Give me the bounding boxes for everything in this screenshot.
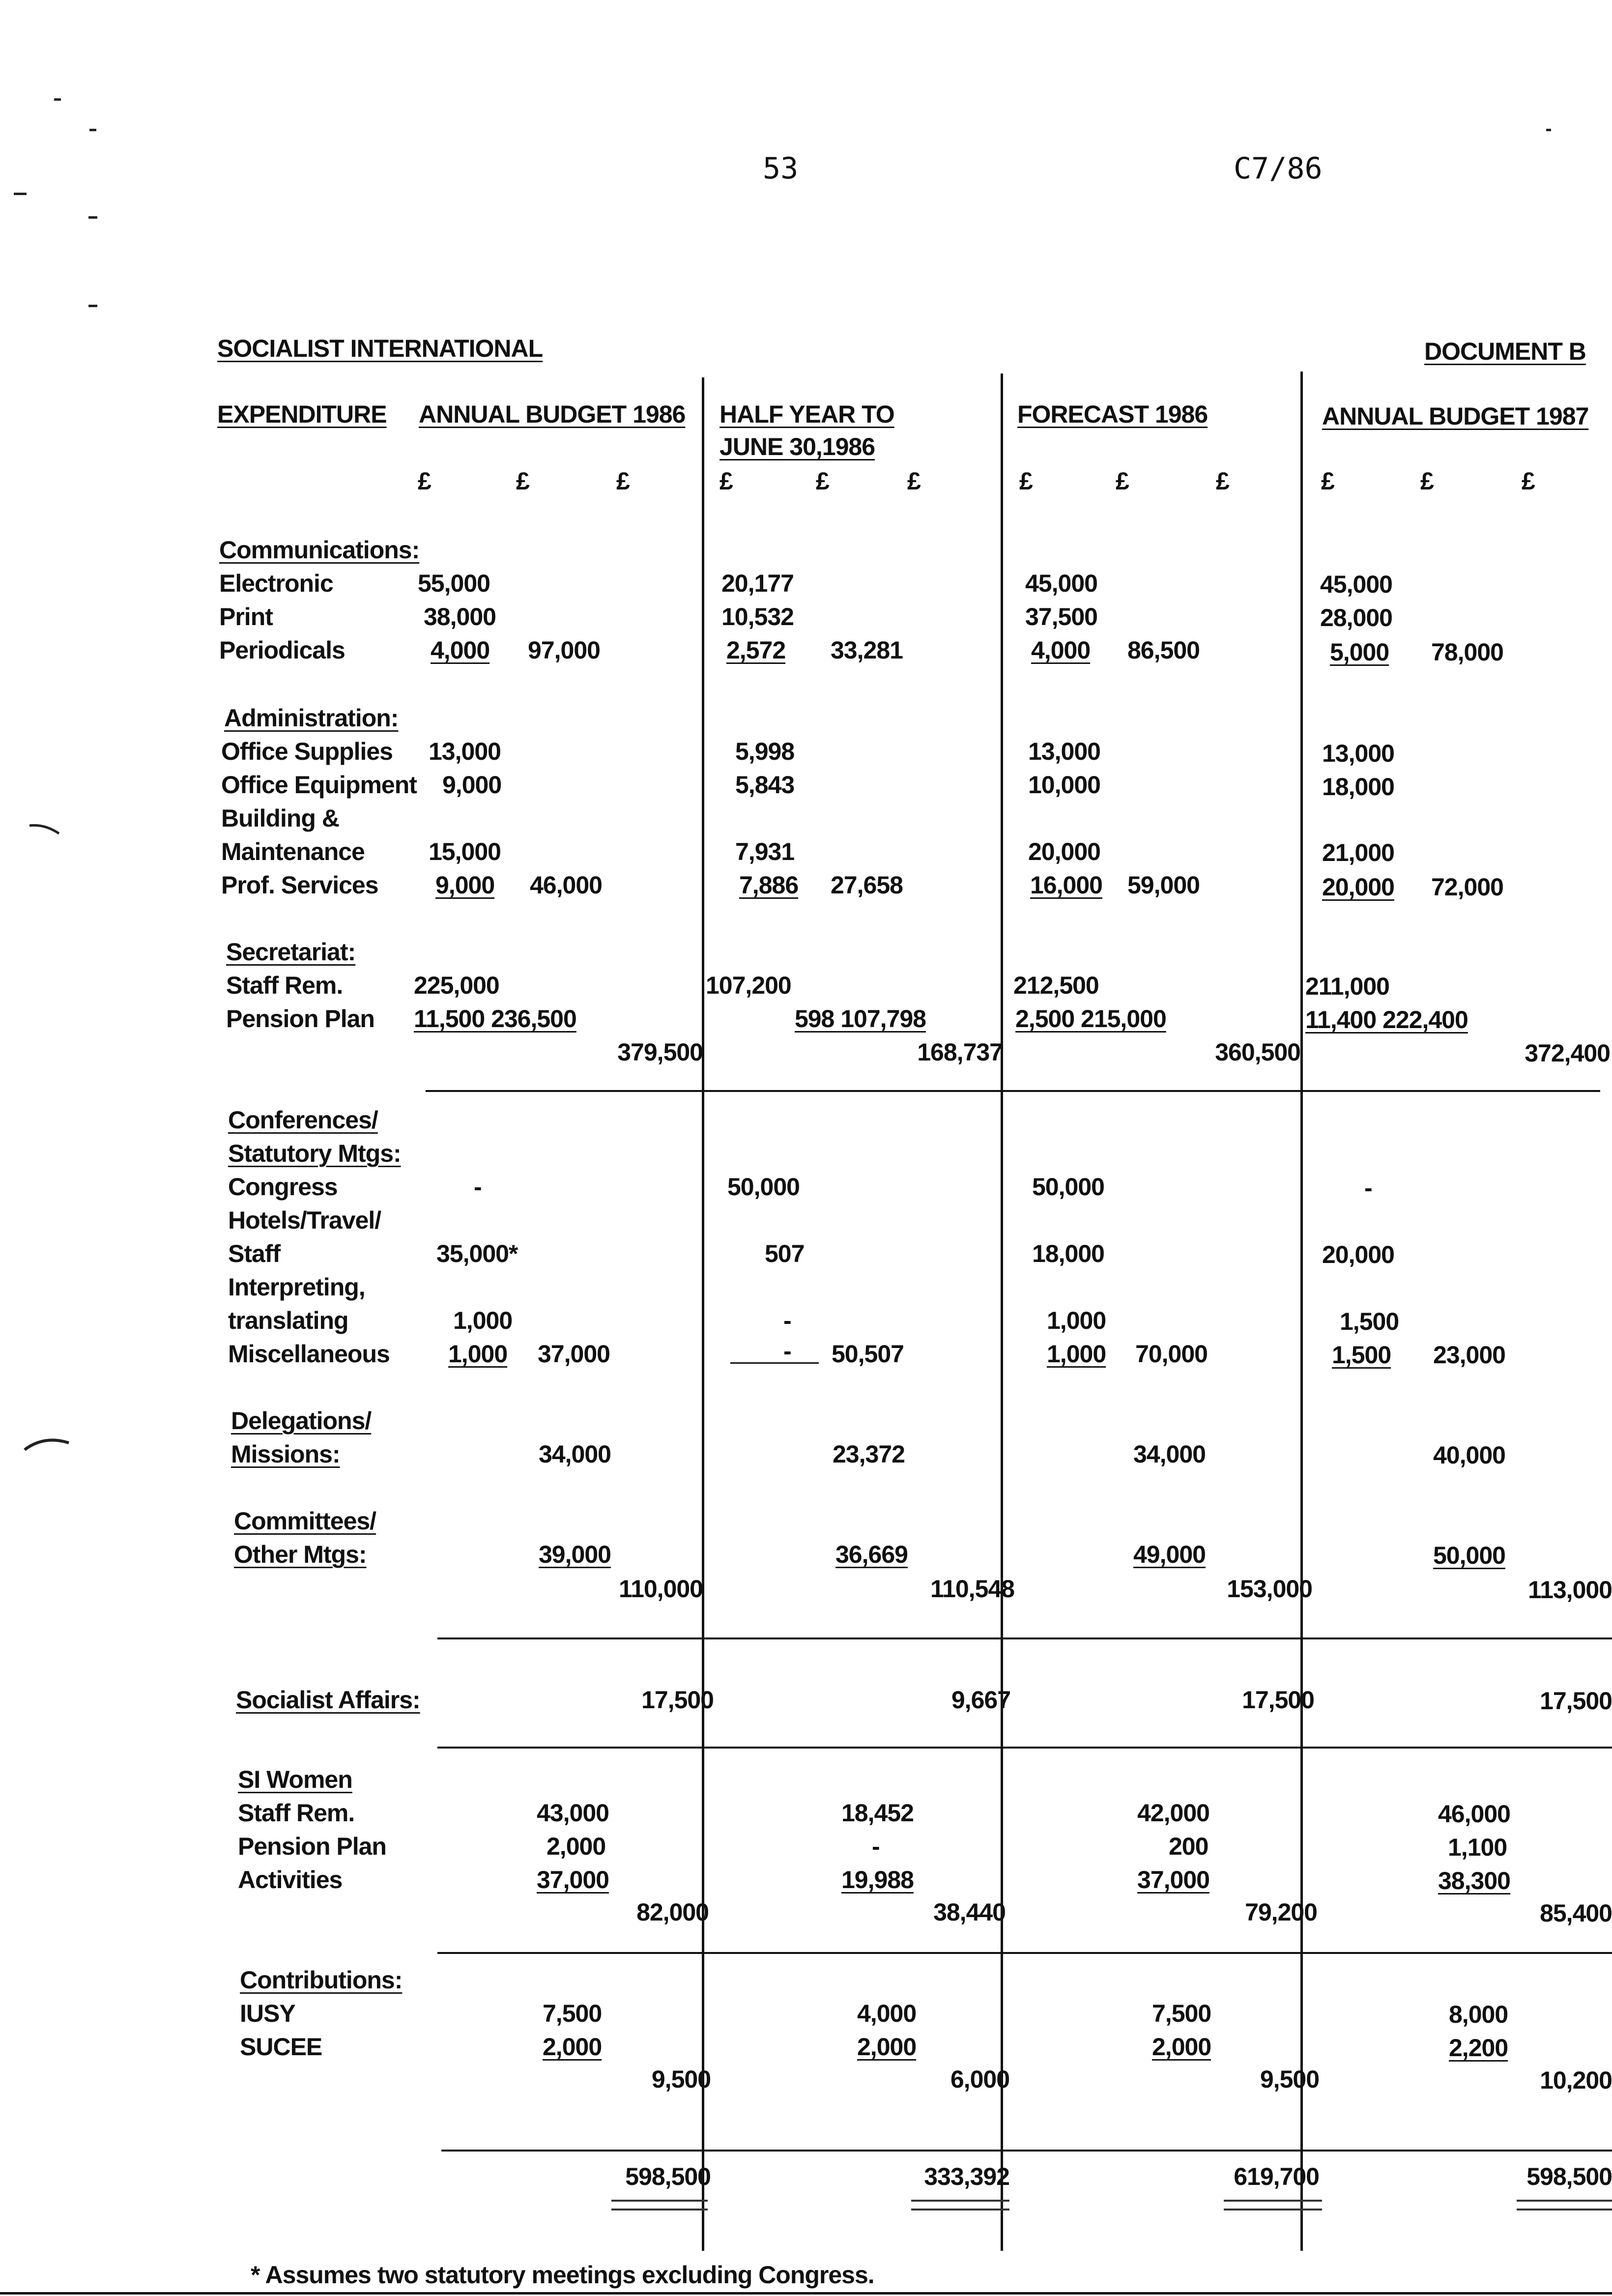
cell-subtotal: 34,000	[539, 1440, 611, 1468]
currency-symbol: £	[1116, 467, 1129, 495]
row-label-miscellaneous: Miscellaneous	[228, 1340, 390, 1368]
cell-value: 1,000	[1047, 1307, 1106, 1334]
cell-value: 5,843	[735, 771, 795, 799]
cell-value: 18,000	[1322, 773, 1394, 801]
cell-value: 35,000*	[436, 1240, 518, 1267]
cell-subtotal: 70,000	[1135, 1340, 1208, 1368]
row-label-socialist-affairs: Socialist Affairs:	[236, 1686, 420, 1714]
section-total: 6,000	[950, 2066, 1009, 2093]
double-underline	[1517, 2200, 1612, 2210]
section-total: 82,000	[636, 1898, 709, 1926]
section-total: 38,440	[933, 1898, 1006, 1926]
cell-value: 598 107,798	[794, 1005, 926, 1033]
section-conferences: Conferences/	[228, 1106, 378, 1134]
cell-value: 7,500	[543, 2000, 602, 2027]
section-total: 10,200	[1540, 2066, 1612, 2094]
cell-value: 1,100	[1448, 1834, 1507, 1861]
section-rule	[437, 1637, 1612, 1639]
cell-value: 10,532	[721, 603, 794, 631]
cell-value: 5,000	[1330, 638, 1389, 666]
cell-subtotal: 39,000	[539, 1541, 611, 1568]
cell-value: 2,200	[1449, 2034, 1508, 2062]
section-total: 9,500	[1260, 2066, 1319, 2093]
cell-value: 225,000	[414, 972, 499, 999]
section-rule	[426, 1090, 1600, 1092]
section-delegations: Delegations/	[231, 1407, 372, 1435]
cell-value: 13,000	[429, 738, 501, 765]
cell-value: 10,000	[1028, 771, 1100, 799]
cell-value: 11,400 222,400	[1305, 1006, 1468, 1033]
cell-value: 46,000	[1438, 1800, 1510, 1828]
row-label-staff-rem: Staff Rem.	[238, 1799, 355, 1827]
cell-value: 4,000	[857, 2000, 917, 2027]
cell-value: 28,000	[1320, 604, 1392, 631]
cell-subtotal: 97,000	[528, 636, 600, 664]
cell-value: 38,300	[1438, 1867, 1510, 1894]
cell-value: 20,000	[1028, 838, 1100, 865]
currency-symbol: £	[816, 467, 829, 495]
section-total: 110,548	[930, 1575, 1014, 1603]
section-total: 153,000	[1227, 1575, 1312, 1603]
section-total: 9,667	[951, 1686, 1010, 1714]
scan-speck	[88, 305, 97, 307]
section-committees: Committees/	[234, 1507, 376, 1535]
cell-value: 42,000	[1137, 1799, 1209, 1827]
cell-value: 1,000	[448, 1340, 508, 1368]
scan-speck	[1546, 129, 1551, 131]
currency-symbol: £	[616, 467, 630, 495]
cell-subtotal: 50,507	[832, 1340, 904, 1368]
cell-subtotal: 59,000	[1127, 871, 1200, 899]
row-label-hotels-travel: Hotels/Travel/	[228, 1206, 381, 1234]
section-total: 85,400	[1540, 1899, 1612, 1927]
cell-value: 50,000	[1032, 1173, 1104, 1201]
currency-symbol: £	[907, 467, 921, 495]
cell-value: 4,000	[1031, 636, 1091, 664]
page-bottom-edge	[0, 2292, 1612, 2295]
header-half-year-line2: JUNE 30,1986	[720, 433, 875, 460]
grand-total: 598,500	[625, 2163, 711, 2190]
org-name: SOCIALIST INTERNATIONAL	[217, 335, 543, 362]
section-rule	[437, 1952, 1612, 1954]
page-number: 53	[763, 151, 799, 186]
row-label-iusy: IUSY	[240, 2000, 295, 2027]
cell-value: 2,000	[543, 2033, 602, 2061]
cell-value: 9,000	[435, 871, 495, 899]
section-si-women: SI Women	[238, 1766, 352, 1793]
cell-value: 212,500	[1013, 972, 1099, 999]
row-label-periodicals: Periodicals	[219, 636, 345, 664]
section-rule	[437, 1747, 1612, 1749]
cell-value: 7,931	[735, 838, 795, 865]
cell-subtotal: 36,669	[835, 1541, 908, 1568]
scan-speck	[89, 129, 96, 131]
section-other-meetings: Other Mtgs:	[234, 1541, 367, 1568]
cell-value: 37,000	[1137, 1866, 1209, 1894]
cell-value: 1,500	[1340, 1308, 1399, 1335]
currency-symbol: £	[1321, 467, 1334, 495]
cell-subtotal: 86,500	[1127, 636, 1200, 664]
scan-marks	[20, 816, 138, 1504]
section-total: 17,500	[1540, 1687, 1612, 1715]
cell-value: 45,000	[1025, 570, 1097, 597]
row-label-print: Print	[219, 603, 273, 631]
grand-total: 333,392	[924, 2163, 1009, 2190]
row-label-interpreting: Interpreting,	[228, 1273, 365, 1301]
cell-value: 5,998	[735, 738, 795, 765]
header-annual-1986: ANNUAL BUDGET 1986	[419, 401, 686, 428]
row-label-building: Building &	[221, 804, 339, 832]
cell-value: -	[872, 1833, 880, 1860]
currency-symbol: £	[720, 467, 733, 495]
row-label-congress: Congress	[228, 1173, 338, 1201]
double-underline	[911, 2200, 1009, 2210]
cell-value: -	[783, 1307, 791, 1334]
currency-symbol: £	[1216, 467, 1229, 495]
double-underline	[611, 2200, 708, 2210]
row-label-office-equipment: Office Equipment	[221, 771, 417, 799]
currency-symbol: £	[1019, 467, 1033, 495]
scan-speck	[88, 216, 97, 219]
section-total: 17,500	[641, 1686, 714, 1714]
row-label-staff: Staff	[228, 1240, 281, 1267]
cell-subtotal: 23,372	[833, 1440, 905, 1468]
cell-subtotal: 33,281	[831, 636, 903, 664]
cell-value: 1,000	[453, 1307, 513, 1334]
cell-value: 13,000	[1028, 738, 1100, 765]
cell-subtotal: 46,000	[530, 871, 602, 899]
grand-total: 619,700	[1234, 2163, 1319, 2190]
cell-value: 21,000	[1322, 839, 1394, 866]
cell-value: 20,000	[1322, 1241, 1394, 1268]
section-total: 113,000	[1528, 1576, 1612, 1604]
section-total: 17,500	[1242, 1686, 1314, 1714]
cell-value: 18,452	[841, 1799, 914, 1827]
row-label-sucee: SUCEE	[240, 2033, 322, 2061]
cell-value: -	[474, 1173, 482, 1201]
section-total: 379,500	[617, 1038, 703, 1066]
cell-value: 1,500	[1332, 1341, 1391, 1369]
section-total: 9,500	[651, 2066, 711, 2093]
cell-value: 211,000	[1305, 973, 1389, 1000]
cell-subtotal: 40,000	[1433, 1441, 1505, 1469]
cell-value: 55,000	[418, 570, 490, 597]
section-total: 372,400	[1525, 1039, 1610, 1067]
footnote: * Assumes two statutory meetings excluding Congress.	[251, 2261, 874, 2289]
cell-value: 11,500 236,500	[414, 1005, 576, 1033]
cell-value: 2,000	[857, 2033, 917, 2061]
cell-value: 4,000	[431, 636, 490, 664]
cell-value: 20,177	[721, 570, 794, 597]
underline-rule	[730, 1362, 819, 1364]
cell-value: 2,500 215,000	[1015, 1005, 1166, 1033]
section-statutory-meetings: Statutory Mtgs:	[228, 1140, 401, 1167]
row-label-pension-plan: Pension Plan	[226, 1005, 374, 1033]
row-label-staff-rem: Staff Rem.	[226, 972, 343, 999]
scan-speck	[54, 98, 61, 101]
cell-value: 8,000	[1449, 2001, 1508, 2028]
section-secretariat: Secretariat:	[226, 938, 356, 966]
cell-subtotal: 49,000	[1133, 1541, 1206, 1568]
cell-value: 200	[1169, 1833, 1209, 1860]
section-total: 110,000	[619, 1575, 703, 1603]
section-communications: Communications:	[219, 536, 420, 564]
header-forecast-1986: FORECAST 1986	[1017, 401, 1208, 428]
cell-subtotal: 23,000	[1433, 1341, 1505, 1369]
section-total: 360,500	[1215, 1038, 1300, 1066]
cell-value: 20,000	[1322, 873, 1394, 901]
cell-value: 43,000	[537, 1799, 609, 1827]
cell-subtotal: 78,000	[1431, 638, 1503, 666]
section-missions: Missions:	[231, 1440, 340, 1468]
cell-value: 2,000	[547, 1833, 606, 1860]
row-label-activities: Activities	[238, 1866, 343, 1894]
cell-value: 507	[765, 1240, 805, 1267]
cell-subtotal: 72,000	[1431, 873, 1503, 901]
grand-total: 598,500	[1526, 2163, 1612, 2190]
cell-value: 13,000	[1322, 740, 1394, 767]
cell-value: -	[783, 1337, 791, 1365]
cell-value: 38,000	[424, 603, 496, 631]
cell-value: 15,000	[429, 838, 501, 865]
row-label-office-supplies: Office Supplies	[221, 738, 393, 765]
document-label: DOCUMENT B	[1424, 338, 1586, 365]
cell-value: 37,000	[537, 1866, 609, 1894]
cell-subtotal: 37,000	[538, 1340, 610, 1368]
cell-value: 45,000	[1320, 571, 1392, 598]
cell-value: 107,200	[706, 972, 791, 999]
cell-value: 7,500	[1152, 2000, 1211, 2027]
double-underline	[1224, 2200, 1322, 2210]
cell-value: 16,000	[1030, 871, 1102, 899]
cell-value: 1,000	[1047, 1340, 1106, 1368]
currency-symbol: £	[516, 467, 529, 495]
cell-value: -	[1364, 1174, 1372, 1202]
section-total: 168,737	[917, 1038, 1003, 1066]
row-label-prof-services: Prof. Services	[221, 871, 378, 899]
column-divider	[702, 377, 704, 2251]
row-label-translating: translating	[228, 1307, 348, 1334]
cell-subtotal: 27,658	[831, 871, 903, 899]
section-contributions: Contributions:	[240, 1966, 403, 1994]
row-label-electronic: Electronic	[219, 570, 333, 597]
cell-value: 18,000	[1032, 1240, 1104, 1267]
cell-value: 2,572	[726, 636, 786, 664]
cell-value: 19,988	[841, 1866, 914, 1894]
row-label-maintenance: Maintenance	[221, 838, 365, 865]
column-divider	[1001, 373, 1003, 2251]
cell-value: 2,000	[1152, 2033, 1211, 2061]
cell-subtotal: 34,000	[1133, 1440, 1206, 1468]
scan-speck	[14, 193, 27, 195]
column-divider	[1300, 372, 1303, 2251]
section-rule	[441, 2150, 1612, 2152]
cell-value: 9,000	[442, 771, 502, 799]
header-half-year-line1: HALF YEAR TO	[720, 401, 894, 428]
cell-subtotal: 50,000	[1433, 1542, 1505, 1569]
header-expenditure: EXPENDITURE	[217, 401, 387, 428]
row-label-pension-plan: Pension Plan	[238, 1833, 386, 1860]
section-total: 79,200	[1245, 1898, 1317, 1926]
header-annual-1987: ANNUAL BUDGET 1987	[1322, 402, 1589, 430]
cell-value: 7,886	[739, 871, 799, 899]
currency-symbol: £	[1522, 467, 1535, 495]
currency-symbol: £	[1420, 467, 1434, 495]
cell-value: 50,000	[727, 1173, 800, 1201]
cell-value: 37,500	[1025, 603, 1097, 631]
section-administration: Administration:	[224, 704, 399, 732]
currency-symbol: £	[418, 467, 431, 495]
document-reference: C7/86	[1234, 151, 1323, 186]
